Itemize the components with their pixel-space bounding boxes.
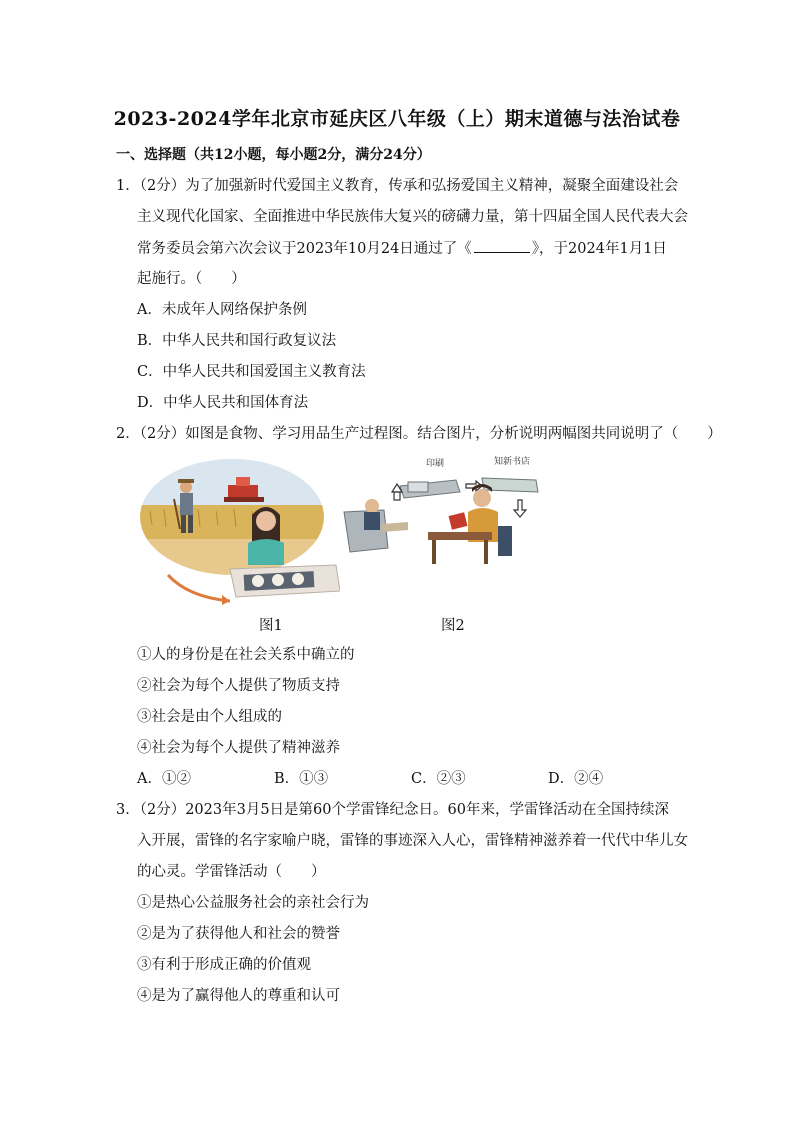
q2-option-b: B．①③	[274, 771, 329, 787]
q2-option-a: A．①②	[137, 771, 191, 787]
q3-statement-4: ④是为了赢得他人的尊重和认可	[137, 988, 340, 1004]
section-heading: 一、选择题（共12小题，每小题2分，满分24分）	[116, 147, 431, 163]
figure-2-caption: 图2	[441, 618, 465, 634]
q1-line-2: 主义现代化国家、全面推进中华民族伟大复兴的磅礴力量，第十四届全国人民代表大会	[137, 209, 688, 225]
q1-line-1: 1．（2分）为了加强新时代爱国主义教育，传承和弘扬爱国主义精神，凝聚全面建设社会	[116, 178, 679, 194]
answer-blank	[474, 238, 530, 253]
q1-line-3	[137, 238, 667, 259]
q1-option-b: B．中华人民共和国行政复议法	[137, 333, 337, 349]
q3-statement-3: ③有利于形成正确的价值观	[137, 957, 311, 973]
q2-statement-2: ②社会为每个人提供了物质支持	[137, 678, 340, 694]
q1-line-3-start: 常务委员会第六次会议于2023年10月24日通过了《	[137, 241, 472, 257]
q3-line-3: 的心灵。学雷锋活动（ ）	[137, 864, 326, 880]
q3-line-2: 入开展，雷锋的名字家喻户晓，雷锋的事迹深入人心，雷锋精神滋养着一代代中华儿女	[137, 833, 688, 849]
q2-statement-1: ①人的身份是在社会关系中确立的	[137, 647, 355, 663]
q1-option-a: A．未成年人网络保护条例	[137, 302, 307, 318]
page-title: 2023-2024学年北京市延庆区八年级（上）期末道德与法治试卷	[113, 108, 681, 130]
q2-option-c: C．②③	[411, 771, 466, 787]
q1-option-d: D．中华人民共和国体育法	[137, 395, 309, 411]
figure-1-food-production	[140, 459, 340, 605]
q1-line-3-end: 》，于2024年1月1日	[531, 241, 667, 257]
q3-line-1: 3．（2分）2023年3月5日是第60个学雷锋纪念日。60年来，学雷锋活动在全国持续深	[116, 802, 669, 818]
q2-options-row	[137, 769, 685, 789]
q2-stem: 2．（2分）如图是食物、学习用品生产过程图。结合图片，分析说明两幅图共同说明了（ ）	[116, 426, 722, 442]
figure-2-book-production	[342, 452, 540, 570]
q3-statement-2: ②是为了获得他人和社会的赞誉	[137, 926, 340, 942]
q2-statement-3: ③社会是由个人组成的	[137, 709, 282, 725]
q1-line-4: 起施行。（ ）	[137, 271, 246, 287]
q3-statement-1: ①是热心公益服务社会的亲社会行为	[137, 895, 369, 911]
printing-label: 印刷	[426, 459, 445, 469]
q2-statement-4: ④社会为每个人提供了精神滋养	[137, 740, 340, 756]
figure-1-caption: 图1	[259, 618, 283, 634]
q2-option-d: D．②④	[548, 771, 604, 787]
q1-option-c: C．中华人民共和国爱国主义教育法	[137, 364, 366, 380]
bookstore-label: 知新书店	[494, 457, 531, 467]
